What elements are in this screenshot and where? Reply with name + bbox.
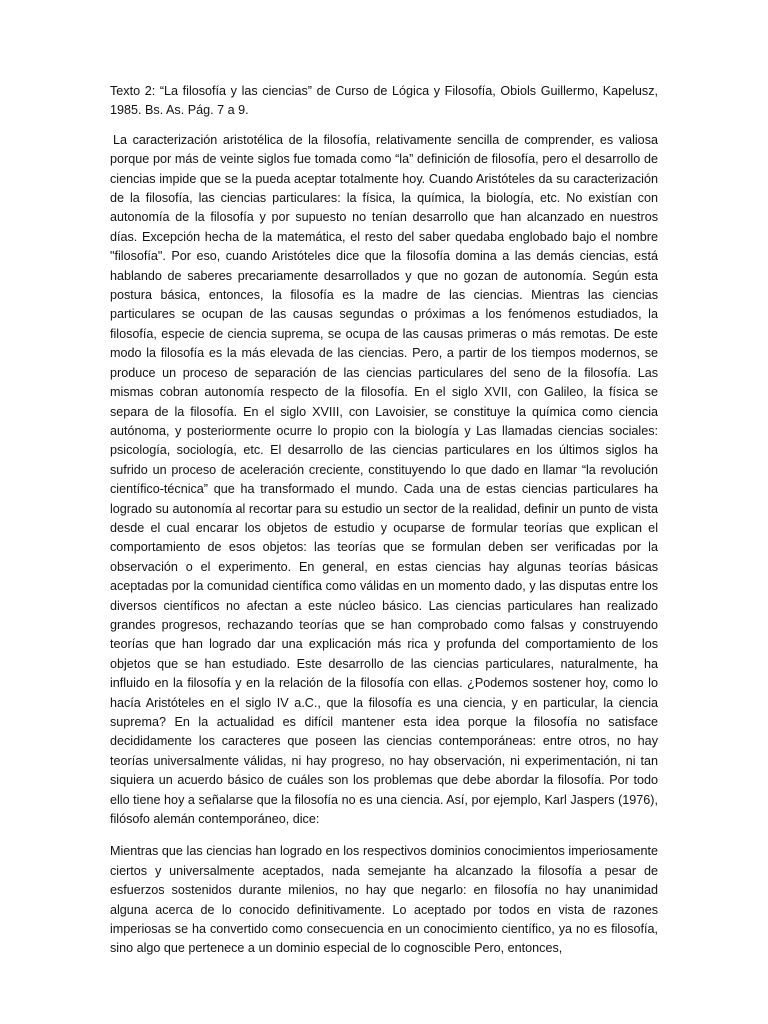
body-paragraph-1: La caracterización aristotélica de la filosofía, relativamente sencilla de comprender, es valiosa porque por más de veinte siglos fue tomada como “la” definición de filosofía, pero el desarrollo de ciencias impide que se la pueda aceptar totalmente hoy. Cuando Aristóteles da su caracterización de la filosofía, las ciencias particulares: la física, la química, la biología, etc. No existían con autonomía de la filosofía y por supuesto no tenían desarrollo que han alcanzado en nuestros días. Excepción hecha de la matemática, el resto del saber quedaba englobado bajo el nombre "filosofía". Por eso, cuando Aristóteles dice que la filosofía domina a las demás ciencias, está hablando de saberes precariamente desarrollados y que no gozan de autonomía. Según esta postura básica, entonces, la filosofía es la madre de las ciencias. Mientras las ciencias particulares se ocupan de las causas segundas o próximas a los fenómenos estudiados, la filosofía, especie de ciencia suprema, se ocupa de las causas primeras o más remotas. De este modo la filosofía es la más elevada de las ciencias. Pero, a partir de los tiempos modernos, se produce un proceso de separación de las ciencias particulares del seno de la filosofía. Las mismas cobran autonomía respecto de la filosofía. En el siglo XVII, con Galileo, la física se separa de la filosofía. En el siglo XVIII, con Lavoisier, se constituye la química como ciencia autónoma, y posteriormente ocurre lo propio con la biología y Las llamadas ciencias sociales: psicología, sociología, etc. El desarrollo de las ciencias particulares en los últimos siglos ha sufrido un proceso de aceleración creciente, constituyendo lo que dado en llamar “la revolución científico-técnica” que ha transformado el mundo. Cada una de estas ciencias particulares ha logrado su autonomía al recortar para su estudio un sector de la realidad, definir un punto de vista desde el cual encarar los objetos de estudio y ocuparse de formular teorías que explican el comportamiento de esos objetos: las teorías que se formulan deben ser verificadas por la observación o el experimento. En general, en estas ciencias hay algunas teorías básicas aceptadas por la comunidad científica como válidas en un momento dado, y las disputas entre los diversos científicos no afectan a este núcleo básico. Las ciencias particulares han realizado grandes progresos, rechazando teorías que se han comprobado como falsas y construyendo teorías que han logrado dar una explicación más rica y profunda del comportamiento de los objetos que se han estudiado. Este desarrollo de las ciencias particulares, naturalmente, ha influido en la filosofía y en la relación de la filosofía con ellas. ¿Podemos sostener hoy, como lo hacía Aristóteles en el siglo IV a.C., que la filosofía es una ciencia, y en particular, la ciencia suprema? En la actualidad es difícil mantener esta idea porque la filosofía no satisface decididamente los caracteres que poseen las ciencias contemporáneas: entre otros, no hay teorías universalmente válidas, ni hay progreso, no hay observación, ni experimentación, ni tan siquiera un acuerdo básico de cuáles son los problemas que debe abordar la filosofía. Por todo ello tiene hoy a señalarse que la filosofía no es una ciencia. Así, por ejemplo, Karl Jaspers (1976), filósofo alemán contemporáneo, dice: — [110, 132, 658, 827]
document-page — [110, 82, 658, 959]
document-heading: Texto 2: “La filosofía y las ciencias” de Curso de Lógica y Filosofía, Obiols Guillermo, Kapelusz, 1985. Bs. As. Pág. 7 a 9. — [110, 84, 658, 118]
quoted-paragraph: Mientras que las ciencias han logrado en los respectivos dominios conocimientos imperiosamente ciertos y universalmente aceptados, nada semejante ha alcanzado la filosofía a pesar de esfuerzos sostenidos durante milenios, no hay que negarlo: en filosofía no hay unanimidad alguna acerca de lo conocido definitivamente. Lo aceptado por todos en vista de razones imperiosas se ha convertido como consecuencia en un conocimiento científico, ya no es filosofía, sino algo que pertenece a un dominio especial de lo cognoscible Pero, entonces, — [110, 844, 658, 956]
